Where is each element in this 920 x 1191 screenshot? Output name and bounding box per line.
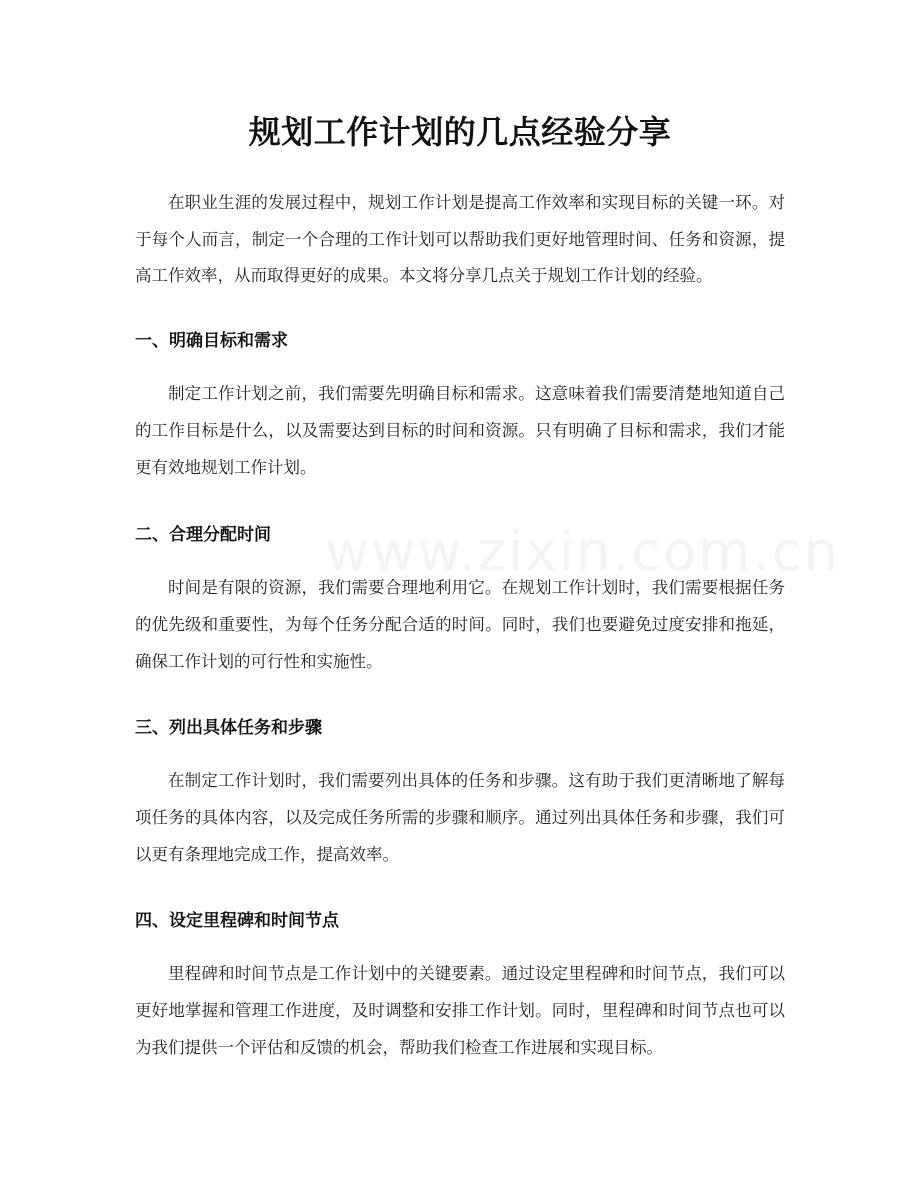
section-body-2: 时间是有限的资源，我们需要合理地利用它。在规划工作计划时，我们需要根据任务的优先级和重要性，为每个任务分配合适的时间。同时，我们也要避免过度安排和拖延，确保工作计划的可行性和实施性。 [135,578,785,671]
section-heading-3: 三、列出具体任务和步骤 [135,718,322,739]
section-heading-2: 二、合理分配时间 [135,525,271,546]
intro-paragraph: 在职业生涯的发展过程中，规划工作计划是提高工作效率和实现目标的关键一环。对于每个人而言，制定一个合理的工作计划可以帮助我们更好地管理时间、任务和资源，提高工作效率，从而取得更好的成果。本文将分享几点关于规划工作计划的经验。 [135,193,785,286]
section-heading-4: 四、设定里程碑和时间节点 [135,911,339,932]
section-body-3: 在制定工作计划时，我们需要列出具体的任务和步骤。这有助于我们更清晰地了解每项任务的具体内容，以及完成任务所需的步骤和顺序。通过列出具体任务和步骤，我们可以更有条理地完成工作，提高效率。 [135,771,785,864]
document-title: 规划工作计划的几点经验分享 [248,113,672,151]
section-body-1: 制定工作计划之前，我们需要先明确目标和需求。这意味着我们需要清楚地知道自己的工作目标是什么，以及需要达到目标的时间和资源。只有明确了目标和需求，我们才能更有效地规划工作计划。 [135,384,785,477]
section-heading-1: 一、明确目标和需求 [135,331,288,352]
section-body-4: 里程碑和时间节点是工作计划中的关键要素。通过设定里程碑和时间节点，我们可以更好地掌握和管理工作进度，及时调整和安排工作计划。同时，里程碑和时间节点也可以为我们提供一个评估和反馈的机会，帮助我们检查工作进展和实现目标。 [135,964,785,1057]
